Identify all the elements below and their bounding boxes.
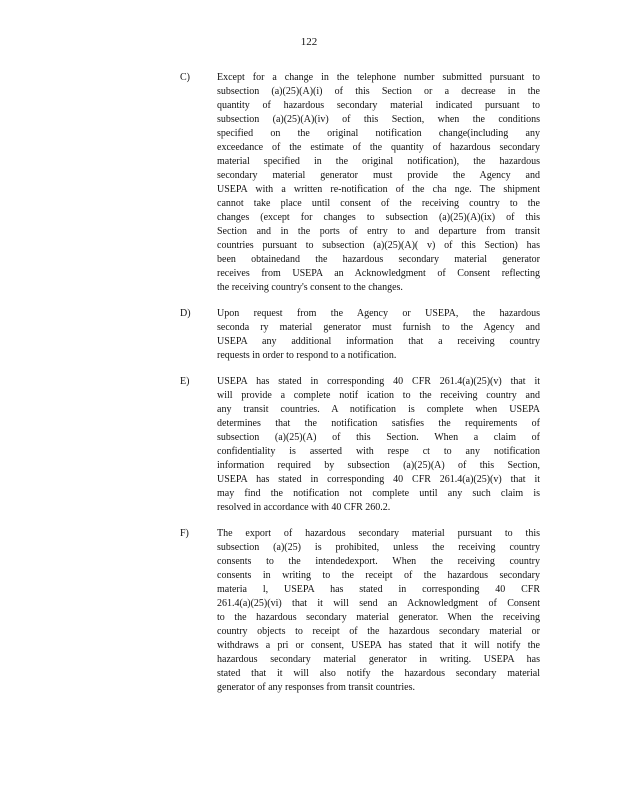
text-line: to the hazardous secondary material generator. When the receiving: [217, 612, 540, 623]
text-line: cannot take place until consent of the receiving country to the: [217, 198, 540, 209]
section-label: E): [180, 376, 190, 387]
text-line: resolved in accordance with 40 CFR 260.2.: [217, 502, 391, 513]
text-line: countries pursuant to subsection (a)(25)(A)( v) of this Section) has: [217, 240, 540, 251]
text-line: Upon request from the Agency or USEPA, the hazardous: [217, 308, 540, 319]
section-body: [217, 307, 540, 363]
text-line: 261.4(a)(25)(vi) that it will send an Acknowledgment of Consent: [217, 598, 540, 609]
section-c: [180, 71, 540, 295]
section-f: [180, 527, 540, 695]
text-line: determines that the notification satisfies the requirements of: [217, 418, 540, 429]
text-line: material specified in the original notification), the hazardous: [217, 156, 540, 167]
text-line: withdraws a pri or consent, USEPA has stated that it will notify the: [217, 640, 540, 651]
section-body: [217, 375, 540, 515]
text-line: changes (except for changes to subsection (a)(25)(A)(ix) of this: [217, 212, 540, 223]
text-line: specified on the original notification change(including any: [217, 128, 540, 139]
section-body: [217, 527, 540, 695]
text-line: subsection (a)(25)(A)(iv) of this Section, when the conditions: [217, 114, 540, 125]
section-d: [180, 307, 540, 363]
text-line: The export of hazardous secondary material pursuant to this: [217, 528, 540, 539]
section-e: [180, 375, 540, 515]
text-line: requests in order to respond to a notification.: [217, 350, 397, 361]
text-line: been obtainedand the hazardous secondary material generator: [217, 254, 540, 265]
text-line: subsection (a)(25) is prohibited, unless the receiving country: [217, 542, 540, 553]
section-label: D): [180, 308, 191, 319]
text-line: seconda ry material generator must furnish to the Agency and: [217, 322, 540, 333]
section-label: C): [180, 72, 190, 83]
text-line: subsection (a)(25)(A) of this Section. When a claim of: [217, 432, 540, 443]
text-line: consents in writing to the receipt of the hazardous secondary: [217, 570, 540, 581]
text-line: quantity of hazardous secondary material indicated pursuant to: [217, 100, 540, 111]
text-line: hazardous secondary material generator in writing. USEPA has: [217, 654, 540, 665]
text-line: confidentiality is asserted with respe ct to any notification: [217, 446, 540, 457]
text-line: USEPA any additional information that a receiving country: [217, 336, 540, 347]
text-line: receives from USEPA an Acknowledgment of Consent reflecting: [217, 268, 540, 279]
text-line: country objects to receipt of the hazardous secondary material or: [217, 626, 540, 637]
text-line: exceedance of the estimate of the quantity of hazardous secondary: [217, 142, 540, 153]
text-line: generator of any responses from transit countries.: [217, 682, 415, 693]
text-line: USEPA with a written re-notification of the cha nge. The shipment: [217, 184, 540, 195]
section-body: [217, 71, 540, 295]
text-line: any transit countries. A notification is complete when USEPA: [217, 404, 540, 415]
text-line: will provide a complete notif ication to the receiving country and: [217, 390, 540, 401]
text-line: consents to the intendedexport. When the receiving country: [217, 556, 540, 567]
text-line: stated that it will also notify the hazardous secondary material: [217, 668, 540, 679]
text-line: secondary material generator must provide the Agency and: [217, 170, 540, 181]
text-line: Section and in the ports of entry to and departure from transit: [217, 226, 540, 237]
text-line: the receiving country's consent to the changes.: [217, 282, 403, 293]
text-line: materia l, USEPA has stated in corresponding 40 CFR: [217, 584, 540, 595]
text-line: information required by subsection (a)(25)(A) of this Section,: [217, 460, 540, 471]
text-line: may find the notification not complete until any such claim is: [217, 488, 540, 499]
page-number: 122: [300, 36, 318, 48]
text-line: USEPA has stated in corresponding 40 CFR 261.4(a)(25)(v) that it: [217, 376, 540, 387]
text-line: Except for a change in the telephone number submitted pursuant to: [217, 72, 540, 83]
text-line: USEPA has stated in corresponding 40 CFR 261.4(a)(25)(v) that it: [217, 474, 540, 485]
text-line: subsection (a)(25)(A)(i) of this Section or a decrease in the: [217, 86, 540, 97]
section-label: F): [180, 528, 189, 539]
